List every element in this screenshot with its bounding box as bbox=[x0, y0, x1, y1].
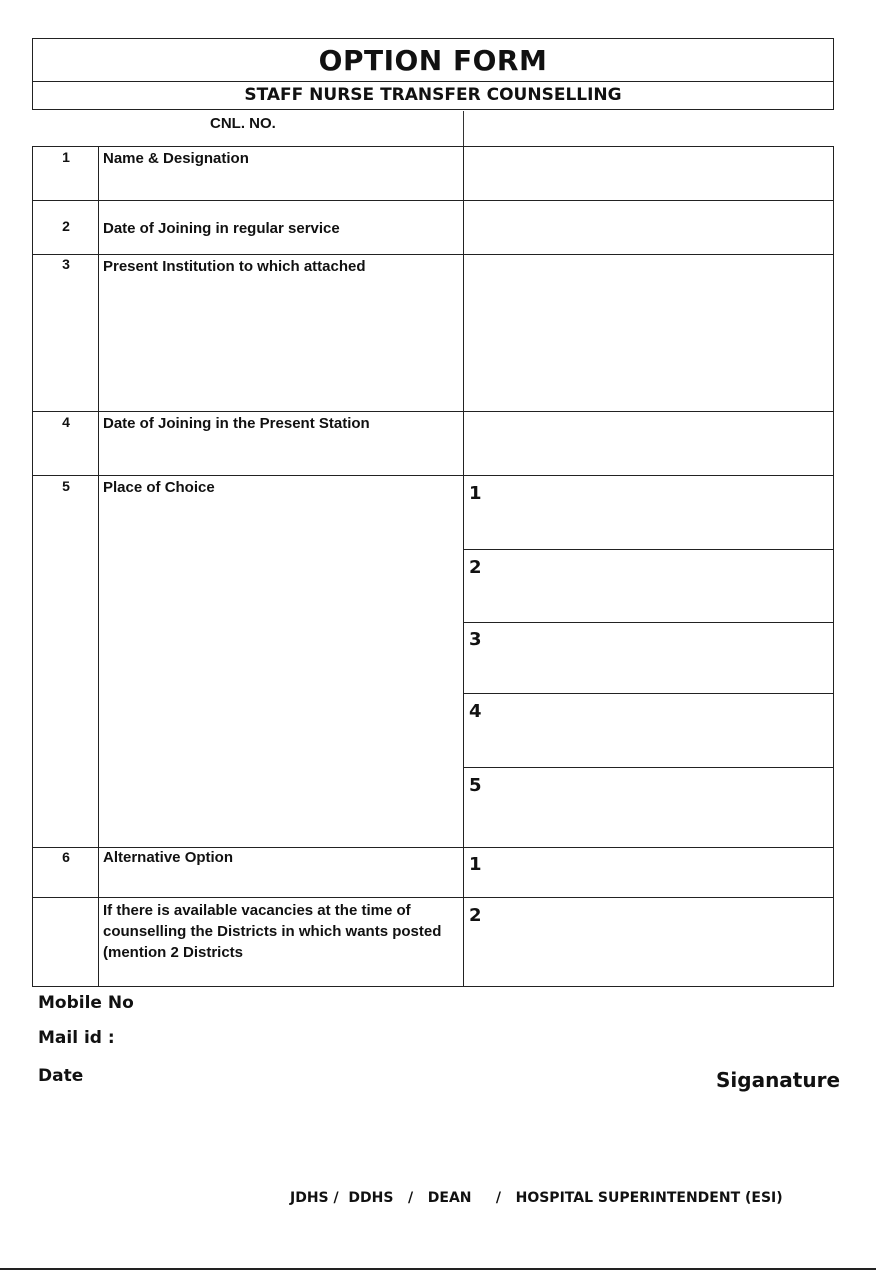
choice-number: 5 bbox=[469, 775, 482, 796]
row-label-vacancy-districts: If there is available vacancies at the time of counselling the Districts in which wants posted (mention 2 Districts bbox=[103, 902, 442, 961]
choice-divider bbox=[463, 767, 834, 768]
row-label-present-institution: Present Institution to which attached bbox=[103, 258, 366, 275]
column-divider-entry bbox=[463, 146, 464, 986]
row-divider bbox=[32, 200, 834, 201]
row-divider bbox=[32, 411, 834, 412]
choice-number: 2 bbox=[469, 557, 482, 578]
mail-id-label: Mail id : bbox=[38, 1028, 115, 1048]
field-choice-2[interactable] bbox=[490, 551, 831, 621]
field-date-joining-service[interactable] bbox=[465, 202, 831, 253]
field-alternative-option-2[interactable] bbox=[490, 899, 831, 985]
field-choice-5[interactable] bbox=[490, 769, 831, 846]
choice-number: 1 bbox=[469, 854, 482, 875]
choice-number: 3 bbox=[469, 629, 482, 650]
choice-divider bbox=[463, 549, 834, 550]
field-present-institution[interactable] bbox=[465, 256, 831, 410]
row-label-date-joining-service: Date of Joining in regular service bbox=[103, 220, 340, 237]
field-date-joining-station[interactable] bbox=[465, 413, 831, 474]
form-subtitle: STAFF NURSE TRANSFER COUNSELLING bbox=[32, 81, 834, 110]
choice-divider bbox=[463, 693, 834, 694]
column-divider-number bbox=[98, 146, 99, 986]
row-number: 4 bbox=[62, 414, 70, 430]
table-border-top bbox=[32, 146, 834, 147]
row-number: 5 bbox=[62, 478, 70, 494]
row-number: 6 bbox=[62, 849, 70, 865]
page-bottom-rule bbox=[0, 1268, 876, 1270]
choice-divider bbox=[463, 622, 834, 623]
row-label-place-of-choice: Place of Choice bbox=[103, 479, 215, 496]
table-border-left bbox=[32, 146, 33, 986]
row-divider bbox=[32, 254, 834, 255]
row-divider bbox=[32, 897, 834, 898]
authority-line: JDHS / DDHS / DEAN / HOSPITAL SUPERINTENDENT (ESI) bbox=[290, 1190, 783, 1206]
field-choice-4[interactable] bbox=[490, 695, 831, 766]
field-choice-3[interactable] bbox=[490, 624, 831, 692]
signature-label: Siganature bbox=[716, 1068, 841, 1092]
row-label-date-joining-station: Date of Joining in the Present Station bbox=[103, 415, 370, 432]
choice-number: 2 bbox=[469, 905, 482, 926]
row-divider bbox=[32, 475, 834, 476]
table-border-right bbox=[833, 146, 834, 986]
choice-number: 1 bbox=[469, 483, 482, 504]
field-choice-1[interactable] bbox=[490, 477, 831, 548]
row-number: 1 bbox=[62, 149, 70, 165]
table-border-bottom bbox=[32, 986, 834, 987]
row-label-alternative-option: Alternative Option bbox=[103, 849, 234, 866]
field-name-designation[interactable] bbox=[465, 148, 831, 199]
mobile-number-label: Mobile No bbox=[38, 993, 134, 1013]
date-label: Date bbox=[38, 1066, 84, 1086]
choice-number: 4 bbox=[469, 701, 482, 722]
form-title: OPTION FORM bbox=[32, 38, 834, 82]
cnl-divider bbox=[463, 111, 464, 147]
row-number: 2 bbox=[62, 218, 70, 234]
row-number: 3 bbox=[62, 256, 70, 272]
field-alternative-option-1[interactable] bbox=[490, 849, 831, 896]
cnl-number-label: CNL. NO. bbox=[210, 115, 276, 132]
row-label-name-designation: Name & Designation bbox=[103, 150, 249, 167]
